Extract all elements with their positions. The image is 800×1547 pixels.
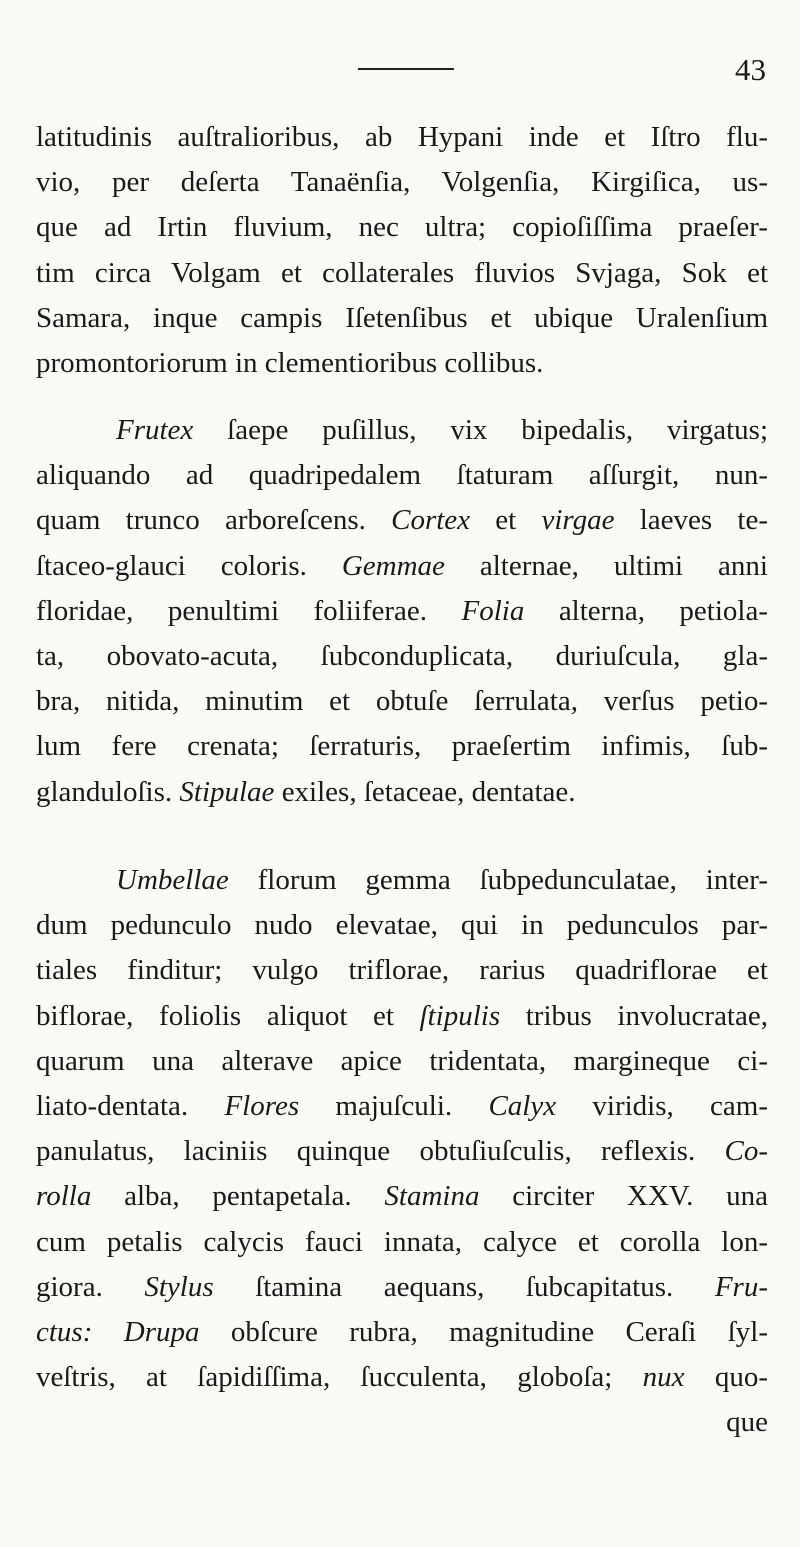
paragraph-umbellae <box>36 858 768 1445</box>
text-run: viridis, cam- <box>556 1089 768 1122</box>
page-number: 43 <box>735 52 766 87</box>
paragraph-frutex <box>36 408 768 815</box>
text-run: quam trunco arboreſcens. <box>36 504 392 537</box>
italic-term: Frutex <box>116 414 194 446</box>
text-line <box>36 1174 768 1219</box>
text-run: bra, nitida, minutim et obtuſe ſerrulata, verſus petio- <box>36 685 768 718</box>
text-run: lum fere crenata; ſerraturis, praeſertim infimis, ſub- <box>36 730 768 763</box>
text-run: glanduloſis. <box>36 775 180 808</box>
italic-term: virgae <box>541 504 615 537</box>
text-run: floridae, penultimi foliiferae. <box>36 594 462 627</box>
text-line <box>36 634 768 679</box>
catchword: que <box>726 1406 768 1439</box>
text-line <box>36 1265 768 1310</box>
text-line <box>36 1129 768 1174</box>
text-line <box>36 408 768 453</box>
text-run: alterna, petiola- <box>524 594 768 627</box>
text-line <box>36 160 768 205</box>
text-line <box>36 679 768 724</box>
text-line <box>36 544 768 589</box>
text-run: alba, pentapetala. <box>91 1180 385 1213</box>
text-run: dum pedunculo nudo elevatae, qui in pedunculos par- <box>36 909 768 942</box>
text-run: que ad Irtin fluvium, nec ultra; copioſiſſima praeſer- <box>36 211 768 244</box>
text-line <box>36 498 768 543</box>
text-line <box>36 770 768 815</box>
italic-term: Folia <box>461 594 525 627</box>
text-run: circiter XXV. una <box>479 1180 768 1213</box>
paragraph-distribution <box>36 115 768 386</box>
text-run: ſtamina aequans, ſubcapitatus. <box>213 1270 715 1303</box>
text-run: laeves te- <box>614 504 768 537</box>
text-run: ſaepe puſillus, vix bipedalis, virgatus; <box>193 414 768 446</box>
text-line <box>36 903 768 948</box>
text-run: ta, obovato-acuta, ſubconduplicata, duriuſcula, gla- <box>36 639 768 672</box>
text-run: Samara, inque campis Iſetenſibus et ubique Uralenſium <box>36 301 768 334</box>
italic-term: nux <box>642 1361 685 1394</box>
text-run: tim circa Volgam et collaterales fluvios Svjaga, Sok et <box>36 256 768 289</box>
text-line <box>36 1039 768 1084</box>
text-run: tribus involucratae, <box>500 999 768 1032</box>
text-run: promontoriorum in clementioribus collibus. <box>36 346 544 379</box>
text-line <box>36 341 768 386</box>
italic-term: Cortex <box>391 504 471 537</box>
italic-term: Stylus <box>144 1270 214 1303</box>
text-run: quarum una alterave apice tridentata, margineque ci- <box>36 1044 768 1077</box>
text-run: panulatus, laciniis quinque obtuſiuſculis, reflexis. <box>36 1135 725 1168</box>
text-run: obſcure rubra, magnitudine Ceraſi ſyl- <box>199 1315 768 1348</box>
text-line <box>36 115 768 160</box>
italic-term: rolla <box>36 1180 92 1213</box>
text-run: latitudinis auſtralioribus, ab Hypani inde et Iſtro flu- <box>36 121 768 153</box>
text-run: giora. <box>36 1270 145 1303</box>
text-line <box>36 948 768 993</box>
text-line <box>36 453 768 498</box>
text-line <box>36 1355 768 1400</box>
italic-term: Fru- <box>714 1270 768 1303</box>
italic-term: ſtipulis <box>419 999 501 1032</box>
text-run: florum gemma ſubpedunculatae, inter- <box>228 864 768 896</box>
text-run: liato-dentata. <box>36 1089 225 1122</box>
text-line <box>36 724 768 769</box>
text-run: quo- <box>684 1361 768 1394</box>
text-run: alternae, ultimi anni <box>444 549 768 582</box>
text-run: tiales finditur; vulgo triflorae, rarius quadriflorae et <box>36 954 768 987</box>
italic-term: Stipulae <box>179 775 275 808</box>
text-run: veſtris, at ſapidiſſima, ſucculenta, globoſa; <box>36 1361 643 1394</box>
text-run: et <box>470 504 542 537</box>
text-line <box>36 251 768 296</box>
italic-term: ctus: Drupa <box>36 1315 200 1348</box>
italic-term: Umbellae <box>116 864 229 896</box>
italic-term: Co- <box>724 1135 768 1168</box>
text-line <box>36 1084 768 1129</box>
text-line <box>36 205 768 250</box>
text-run: aliquando ad quadripedalem ſtaturam aſſurgit, nun- <box>36 459 768 492</box>
text-run: majuſculi. <box>299 1089 489 1122</box>
italic-term: Gemmae <box>341 549 445 582</box>
text-run: ſtaceo-glauci coloris. <box>36 549 342 582</box>
text-line <box>36 296 768 341</box>
text-line <box>36 858 768 903</box>
text-line <box>36 589 768 634</box>
italic-term: Calyx <box>488 1089 557 1122</box>
text-line <box>36 994 768 1039</box>
text-run: exiles, ſetaceae, dentatae. <box>274 775 576 808</box>
text-run: biflorae, foliolis aliquot et <box>36 999 420 1032</box>
italic-term: Flores <box>224 1089 300 1122</box>
text-run: vio, per deſerta Tanaënſia, Volgenſia, Kirgiſica, us- <box>36 166 768 199</box>
text-line <box>36 1220 768 1265</box>
header-rule <box>358 68 454 70</box>
italic-term: Stamina <box>384 1180 480 1213</box>
text-run: cum petalis calycis fauci innata, calyce et corolla lon- <box>36 1225 768 1258</box>
text-line <box>36 1310 768 1355</box>
